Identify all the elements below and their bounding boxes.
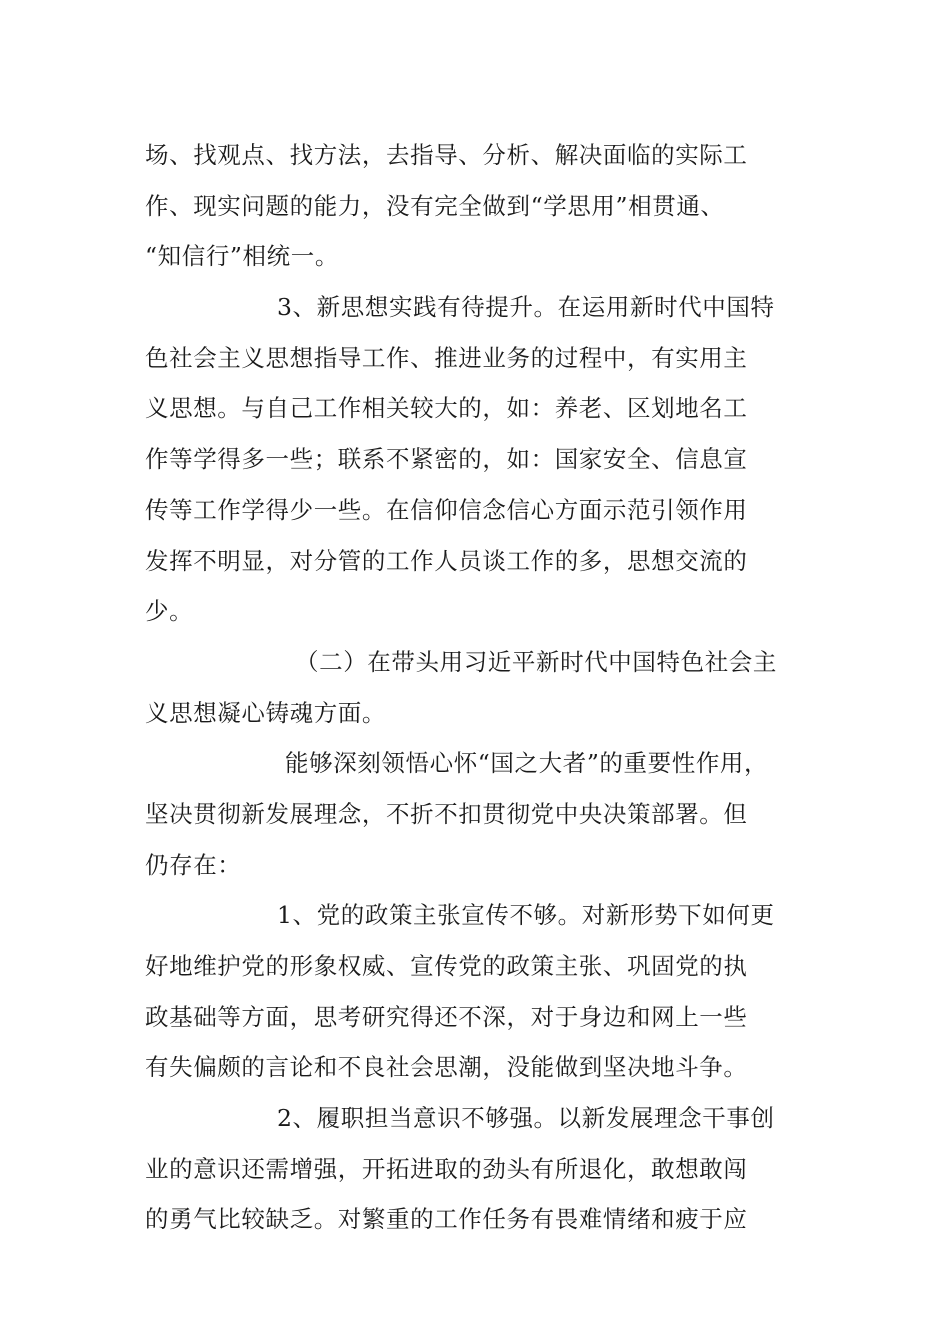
body-line: 业的意识还需增强，开拓进取的劲头有所退化，敢想敢闯 (145, 1154, 748, 1183)
section-2-heading-line: （二）在带头用习近平新时代中国特色社会主 (295, 647, 777, 676)
body-line: 作、现实问题的能力，没有完全做到“学思用”相贯通、 (145, 191, 725, 220)
body-line: 的勇气比较缺乏。对繁重的工作任务有畏难情绪和疲于应 (145, 1205, 748, 1234)
body-line: 传等工作学得少一些。在信仰信念信心方面示范引领作用 (145, 495, 748, 524)
body-line: 场、找观点、找方法，去指导、分析、解决面临的实际工 (145, 141, 748, 169)
body-line: 坚决贯彻新发展理念，不折不扣贯彻党中央决策部署。但 (145, 799, 748, 828)
body-line: 政基础等方面，思考研究得还不深，对于身边和网上一些 (145, 1002, 748, 1031)
body-line: 作等学得多一些；联系不紧密的，如：国家安全、信息宣 (145, 445, 748, 474)
body-line: 仍存在： (145, 850, 242, 879)
body-line: 有失偏颇的言论和不良社会思潮，没能做到坚决地斗争。 (145, 1053, 748, 1082)
body-line: 义思想。与自己工作相关较大的，如：养老、区划地名工 (145, 394, 748, 423)
body-line: 发挥不明显，对分管的工作人员谈工作的多，思想交流的 (145, 546, 748, 575)
body-line: 好地维护党的形象权威、宣传党的政策主张、巩固党的执 (145, 952, 748, 980)
item-2-heading-line: 2、履职担当意识不够强。以新发展理念干事创 (277, 1104, 775, 1133)
body-line: 色社会主义思想指导工作、推进业务的过程中，有实用主 (145, 343, 748, 372)
body-line: “知信行”相统一。 (145, 242, 339, 271)
body-line: 少。 (145, 597, 194, 626)
item-1-heading-line: 1、党的政策主张宣传不够。对新形势下如何更 (277, 901, 775, 930)
paragraph-start-line: 能够深刻领悟心怀“国之大者”的重要性作用， (285, 749, 769, 778)
document-body (145, 130, 810, 1245)
item-3-heading-line: 3、新思想实践有待提升。在运用新时代中国特 (277, 293, 775, 322)
section-2-heading-line: 义思想凝心铸魂方面。 (145, 698, 386, 727)
